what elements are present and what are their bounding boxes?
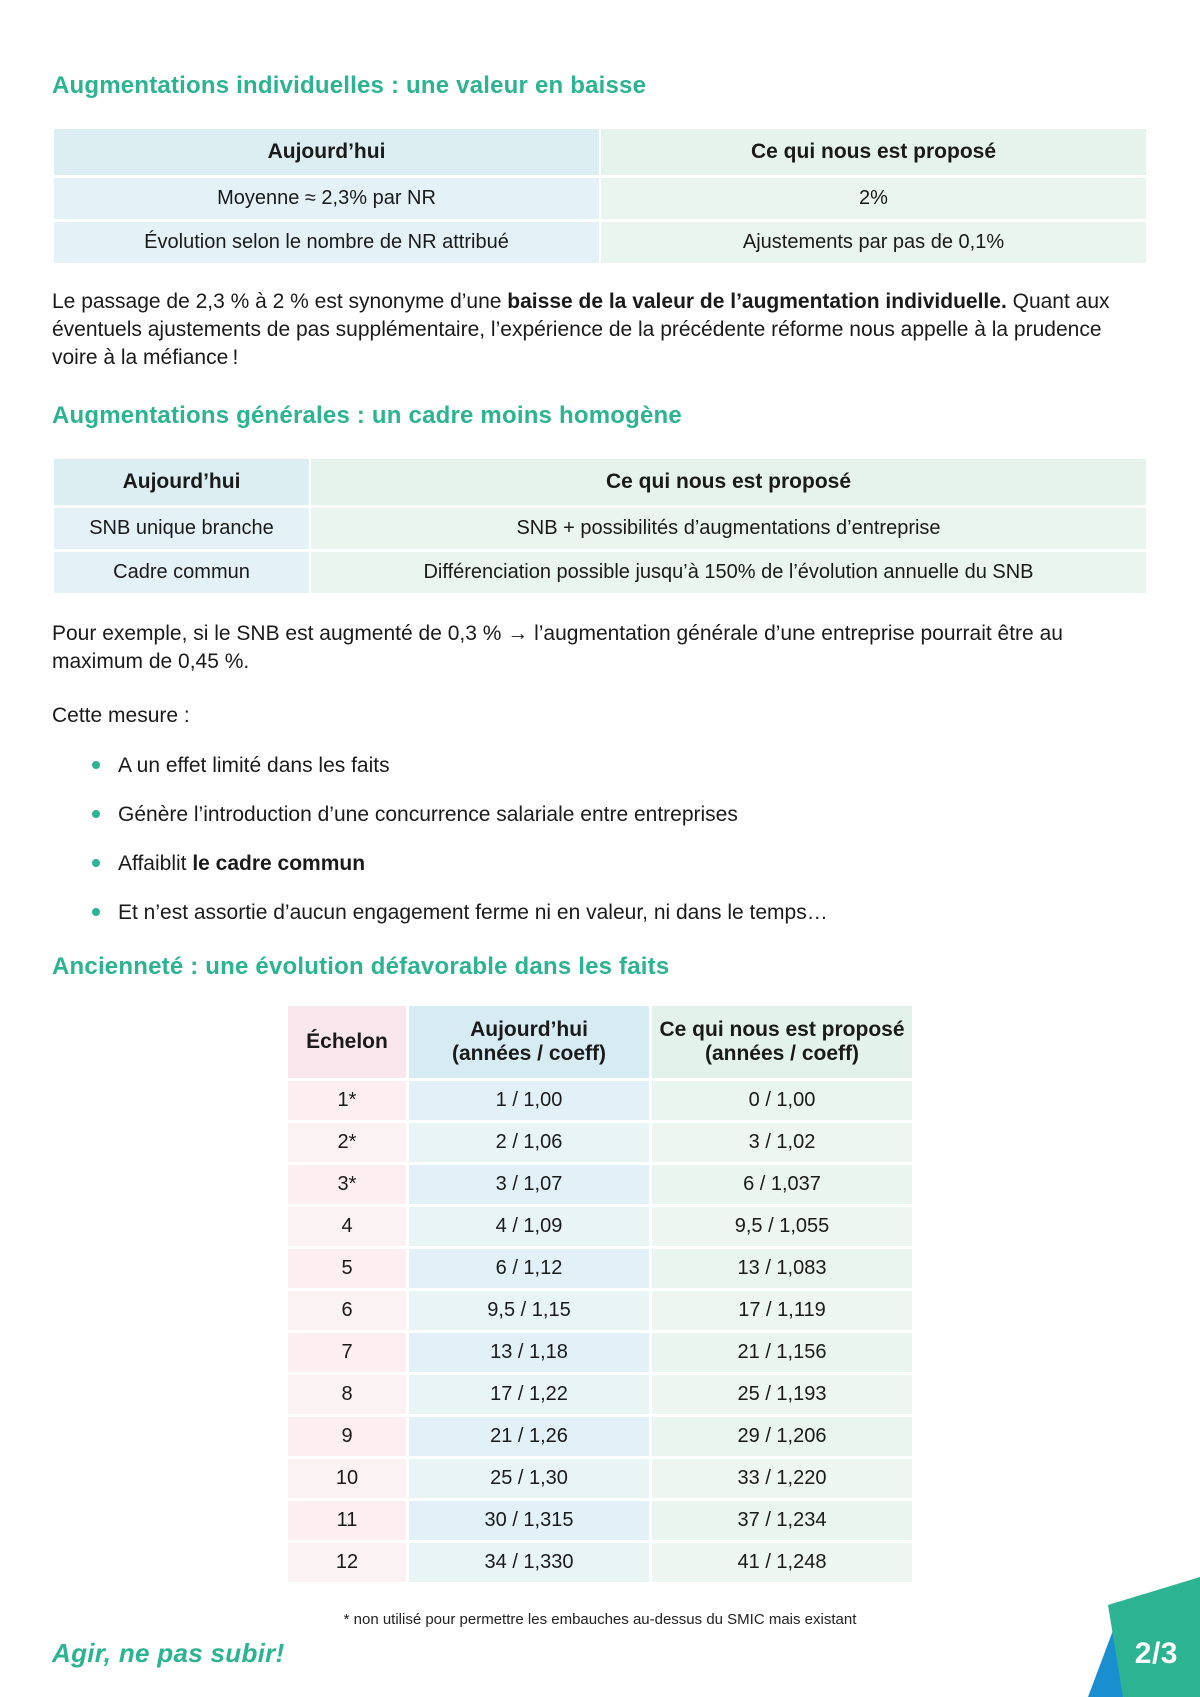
bullet-list-mesure [52, 752, 1148, 927]
column-header-aujourdhui: Aujourd’hui [54, 459, 309, 505]
cell-echelon: 4 [288, 1207, 406, 1246]
cell-proposed: 0 / 1,00 [652, 1081, 912, 1120]
cell-echelon: 10 [288, 1459, 406, 1498]
list-item-label: Génère l’introduction d’une concurrence salariale entre entreprises [118, 802, 738, 826]
cell-today: 21 / 1,26 [409, 1417, 649, 1456]
cell-echelon: 6 [288, 1291, 406, 1330]
cell-echelon: 9 [288, 1417, 406, 1456]
paragraph-exemple: Pour exemple, si le SNB est augmenté de 0,3 % → l’augmentation générale d’une entreprise pourrait être au maximum de 0,45 %. [52, 621, 1063, 673]
cell-echelon: 5 [288, 1249, 406, 1288]
table-row [288, 1207, 912, 1246]
table-header [54, 129, 1146, 175]
cell-proposed: Différenciation possible jusqu’à 150% de l’évolution annuelle du SNB [311, 552, 1146, 593]
cell-proposed: 25 / 1,193 [652, 1375, 912, 1414]
table-augmentations-generales [52, 456, 1148, 596]
cell-today: SNB unique branche [54, 508, 309, 549]
table-row [288, 1375, 912, 1414]
cell-proposed: 21 / 1,156 [652, 1333, 912, 1372]
cell-echelon: 12 [288, 1543, 406, 1582]
cell-proposed: 3 / 1,02 [652, 1123, 912, 1162]
list-item-label-bold: le cadre commun [192, 852, 366, 876]
table-row [54, 552, 1146, 593]
cell-today: 3 / 1,07 [409, 1165, 649, 1204]
list-item-label: Et n’est assortie d’aucun engagement ferme ni en valeur, ni dans le temps… [118, 901, 828, 925]
footer-slogan: Agir, ne pas subir! [52, 1638, 285, 1668]
table-header-row [288, 1006, 912, 1078]
table-header [54, 459, 1146, 505]
page-footer [0, 1577, 1200, 1697]
table-row [288, 1291, 912, 1330]
table-row [54, 508, 1146, 549]
echelon-table-wrapper [52, 1003, 1148, 1585]
cell-today: 2 / 1,06 [409, 1123, 649, 1162]
cell-proposed: 41 / 1,248 [652, 1543, 912, 1582]
paragraph-text-part2: Quant aux éventuels ajustements de pas supplémentaire, l’expérience de la précédente réforme nous appelle à la prudence voire à la méfiance ! [52, 290, 1110, 369]
paragraph-text-part1: Le passage de 2,3 % à 2 % est synonyme d’une [52, 290, 508, 313]
table-row [288, 1165, 912, 1204]
cell-today: Moyenne ≈ 2,3% par NR [54, 178, 599, 219]
column-header-propose: Ce qui nous est proposé [601, 129, 1146, 175]
table-row [288, 1249, 912, 1288]
bullet-dot-icon [92, 859, 100, 867]
list-item [52, 850, 1148, 877]
cell-today: 1 / 1,00 [409, 1081, 649, 1120]
cell-today: 4 / 1,09 [409, 1207, 649, 1246]
cell-today: 25 / 1,30 [409, 1459, 649, 1498]
cell-proposed: 13 / 1,083 [652, 1249, 912, 1288]
list-item-label: Affaiblit [118, 852, 193, 876]
table-row [288, 1333, 912, 1372]
list-item [52, 801, 1148, 828]
table-body [54, 178, 1146, 263]
cell-proposed: SNB + possibilités d’augmentations d’entreprise [311, 508, 1146, 549]
section-heading-generales: Augmentations générales : un cadre moins homogène [52, 401, 682, 429]
cell-echelon: 8 [288, 1375, 406, 1414]
column-header-propose-line2: (années / coeff) [704, 1041, 860, 1065]
cell-proposed: 29 / 1,206 [652, 1417, 912, 1456]
table-row [288, 1417, 912, 1456]
cell-today: 13 / 1,18 [409, 1333, 649, 1372]
top-spacer [52, 0, 1148, 72]
cell-today: 17 / 1,22 [409, 1375, 649, 1414]
list-item-label: A un effet limité dans les faits [118, 753, 390, 777]
section-heading-individuelles: Augmentations individuelles : une valeur en baisse [52, 72, 647, 99]
cell-echelon: 7 [288, 1333, 406, 1372]
cell-proposed: 2% [601, 178, 1146, 219]
section-heading-anciennete: Ancienneté : une évolution défavorable dans les faits [52, 952, 670, 980]
cell-proposed: 6 / 1,037 [652, 1165, 912, 1204]
cell-echelon: 1* [288, 1081, 406, 1120]
table-row [288, 1123, 912, 1162]
column-header-echelon: Échelon [288, 1006, 406, 1078]
cell-echelon: 11 [288, 1501, 406, 1540]
table-footnote: * non utilisé pour permettre les embauches au-dessus du SMIC mais existant [343, 1611, 857, 1628]
paragraph-cette-mesure: Cette mesure : [52, 703, 190, 727]
table-augmentations-individuelles [52, 126, 1148, 266]
table-body [54, 508, 1146, 593]
page-number: 2/3 [1134, 1637, 1178, 1670]
cell-today: Cadre commun [54, 552, 309, 593]
bullet-dot-icon [92, 810, 100, 818]
cell-proposed: 17 / 1,119 [652, 1291, 912, 1330]
cell-today: Évolution selon le nombre de NR attribué [54, 222, 599, 263]
column-header-propose: Ce qui nous est proposé [311, 459, 1146, 505]
cell-proposed: 33 / 1,220 [652, 1459, 912, 1498]
cell-echelon: 2* [288, 1123, 406, 1162]
cell-proposed: 9,5 / 1,055 [652, 1207, 912, 1246]
bullet-dot-icon [92, 761, 100, 769]
paragraph-individuelles [52, 288, 1148, 372]
table-row [54, 222, 1146, 263]
table-row [288, 1459, 912, 1498]
paragraph-text-bold: baisse de la valeur de l’augmentation individuelle. [507, 290, 1007, 313]
cell-today: 6 / 1,12 [409, 1249, 649, 1288]
cell-echelon: 3* [288, 1165, 406, 1204]
table-anciennete-echelons [285, 1003, 915, 1585]
table-row [288, 1501, 912, 1540]
column-header-aujourdhui: Aujourd’hui [54, 129, 599, 175]
cell-today: 34 / 1,330 [409, 1543, 649, 1582]
column-header-aujourdhui-line2: (années / coeff) [451, 1041, 607, 1065]
table-header-row [54, 129, 1146, 175]
cell-today: 9,5 / 1,15 [409, 1291, 649, 1330]
list-item [52, 752, 1148, 779]
table-header [288, 1006, 912, 1078]
cell-proposed: 37 / 1,234 [652, 1501, 912, 1540]
cell-today: 30 / 1,315 [409, 1501, 649, 1540]
cell-proposed: Ajustements par pas de 0,1% [601, 222, 1146, 263]
column-header-aujourdhui-line1: Aujourd’hui [470, 1017, 588, 1041]
column-header-propose [652, 1006, 912, 1078]
list-item [52, 899, 1148, 926]
column-header-aujourdhui [409, 1006, 649, 1078]
table-header-row [54, 459, 1146, 505]
bullet-dot-icon [92, 908, 100, 916]
table-body [288, 1081, 912, 1582]
table-row [288, 1081, 912, 1120]
column-header-propose-line1: Ce qui nous est proposé [659, 1017, 905, 1041]
table-row [54, 178, 1146, 219]
